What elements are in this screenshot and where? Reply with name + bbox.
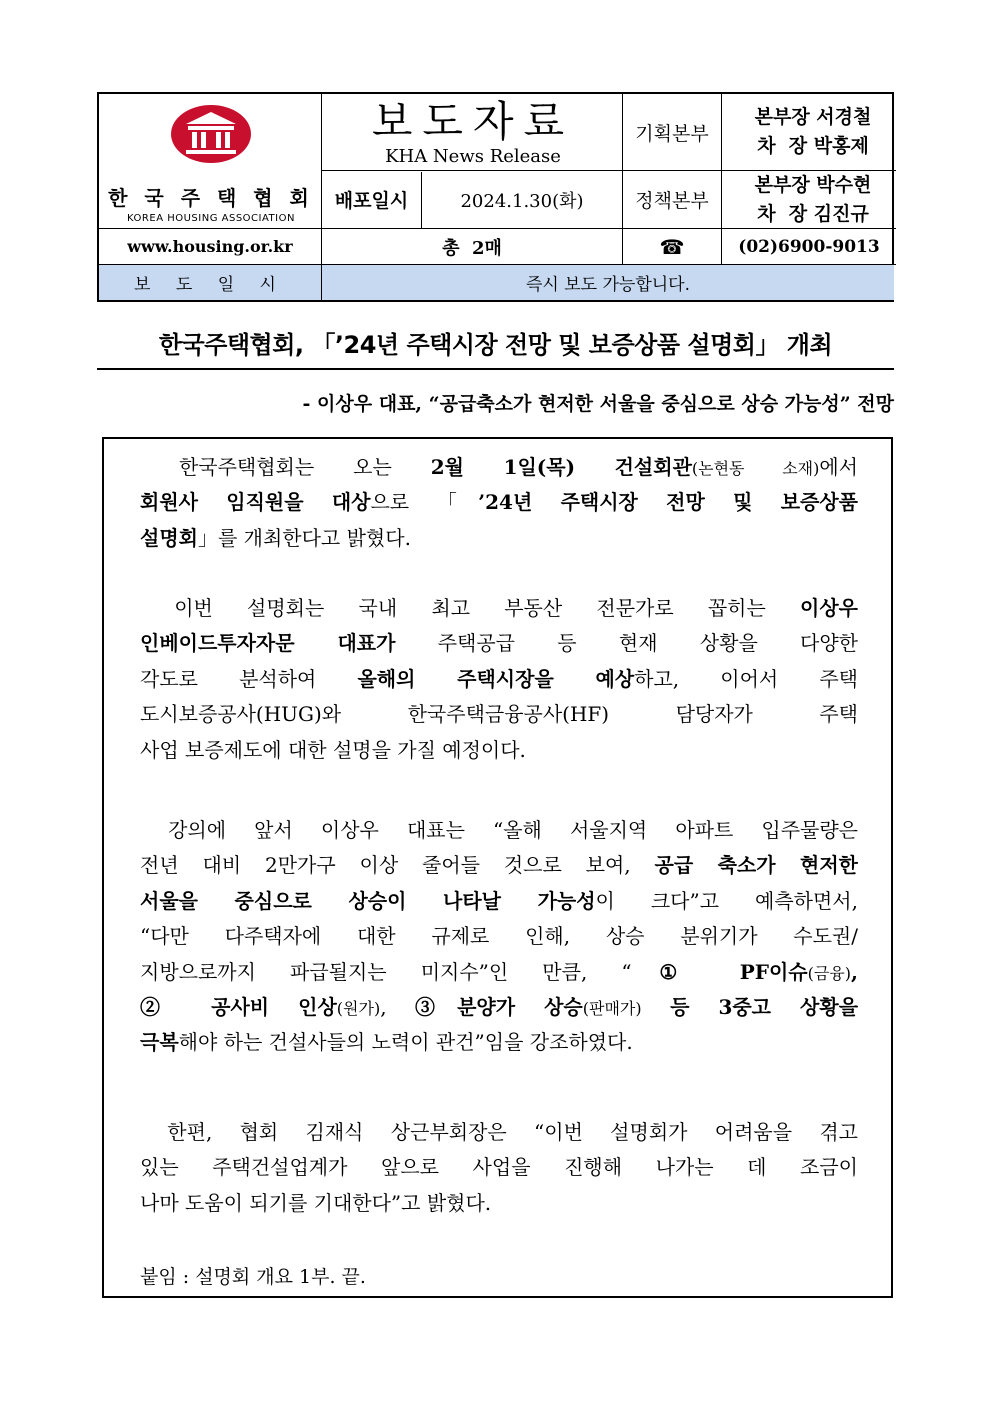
paragraph-line: 있는 주택건설업계가 앞으로 사업을 진행해 나가는 데 조금이 <box>140 1155 858 1180</box>
release-date-label: 배포일시 <box>334 190 409 212</box>
release-date: 2024.1.30(화) <box>460 190 584 212</box>
dept2-head: 본부장 박수현 <box>754 173 872 196</box>
headline-rule <box>97 368 894 370</box>
dept2-contacts <box>722 171 896 228</box>
website-link[interactable]: www.housing.or.kr <box>127 237 293 256</box>
paragraph-4 <box>140 1115 858 1221</box>
dept1-deputy: 차 장 박홍제 <box>757 135 869 157</box>
embargo-value: 즉시 보도 가능합니다. <box>322 265 894 300</box>
press-release-header <box>97 92 894 302</box>
paragraph-1 <box>140 450 858 556</box>
paragraph-line: “다만 다주택자에 대한 규제로 인해, 상승 분위기가 수도권/ <box>140 924 858 949</box>
paragraph-line: ② 공사비 인상(원가), ③분양가 상승(판매가) 등 3중고 상황을 <box>140 994 858 1019</box>
paragraph-line: 극복해야 하는 건설사들의 노력이 관건”임을 강조하였다. <box>140 1030 633 1055</box>
paragraph-line: 사업 보증제도에 대한 설명을 가질 예정이다. <box>140 737 526 762</box>
paragraph-line: 도시보증공사(HUG)와 한국주택금융공사(HF) 담당자가 주택 <box>140 702 858 727</box>
dept2-label: 정책본부 <box>635 190 709 212</box>
building-icon <box>170 104 252 164</box>
release-subtitle: KHA News Release <box>385 146 561 167</box>
page-count: 총 2매 <box>442 237 502 259</box>
dept2-deputy: 차 장 김진규 <box>757 202 869 225</box>
embargo-label: 보 도 일 시 <box>99 265 321 300</box>
org-logo <box>99 94 323 229</box>
subheadline: - 이상우 대표, “공급축소가 현저한 서울을 중심으로 상승 가능성” 전망 <box>302 393 894 415</box>
paragraph-line: 나마 도움이 되기를 기대한다”고 밝혔다. <box>140 1190 492 1215</box>
org-name: 한 국 주 택 협 회 <box>108 185 314 210</box>
paragraph-line: 서울을 중심으로 상승이 나타날 가능성이 크다”고 예측하면서, <box>140 888 858 913</box>
paragraph-line: 강의에 앞서 이상우 대표는 “올해 서울지역 아파트 입주물량은 <box>140 818 858 842</box>
dept1-label: 기획본부 <box>635 122 709 145</box>
paragraph-line: 회원사 임직원을 대상으로 「’24년 주택시장 전망 및 보증상품 <box>140 490 858 515</box>
phone-number: (02)6900-9013 <box>738 236 880 257</box>
paragraph-line: 인베이드투자자문 대표가 주택공급 등 현재 상황을 다양한 <box>140 631 858 656</box>
paragraph-line: 한편, 협회 김재식 상근부회장은 “이번 설명회가 어려움을 겪고 <box>140 1120 858 1144</box>
press-body <box>102 437 893 1298</box>
release-title-cell <box>323 94 623 172</box>
paragraph-line: 이번 설명회는 국내 최고 부동산 전문가로 꼽히는 이상우 <box>140 596 858 620</box>
release-title: 보도자료 <box>371 97 575 146</box>
phone-icon: ☎ <box>659 234 685 259</box>
paragraph-line: 지방으로까지 파급될지는 미지수”인 만큼, “① PF이슈(금융), <box>140 959 858 984</box>
paragraph-line: 전년 대비 2만가구 이상 줄어들 것으로 보여, 공급 축소가 현저한 <box>140 853 858 878</box>
paragraph-line: 설명회」를 개최한다고 밝혔다. <box>140 525 411 550</box>
headline: 한국주택협회, 「’24년 주택시장 전망 및 보증상품 설명회」 개최 <box>158 331 833 359</box>
dept1-head: 본부장 서경철 <box>754 106 872 128</box>
dept1-contacts <box>722 94 896 170</box>
paragraph-2 <box>140 591 858 768</box>
paragraph-3 <box>140 813 858 1061</box>
attachment-note: 붙임 : 설명회 개요 1부. 끝. <box>140 1266 366 1288</box>
paragraph-line: 각도로 분석하여 올해의 주택시장을 예상하고, 이어서 주택 <box>140 666 858 691</box>
paragraph-line: 한국주택협회는 오는 2월 1일(목) 건설회관(논현동 소재)에서 <box>140 455 858 479</box>
org-english-name: KOREA HOUSING ASSOCIATION <box>127 212 295 224</box>
